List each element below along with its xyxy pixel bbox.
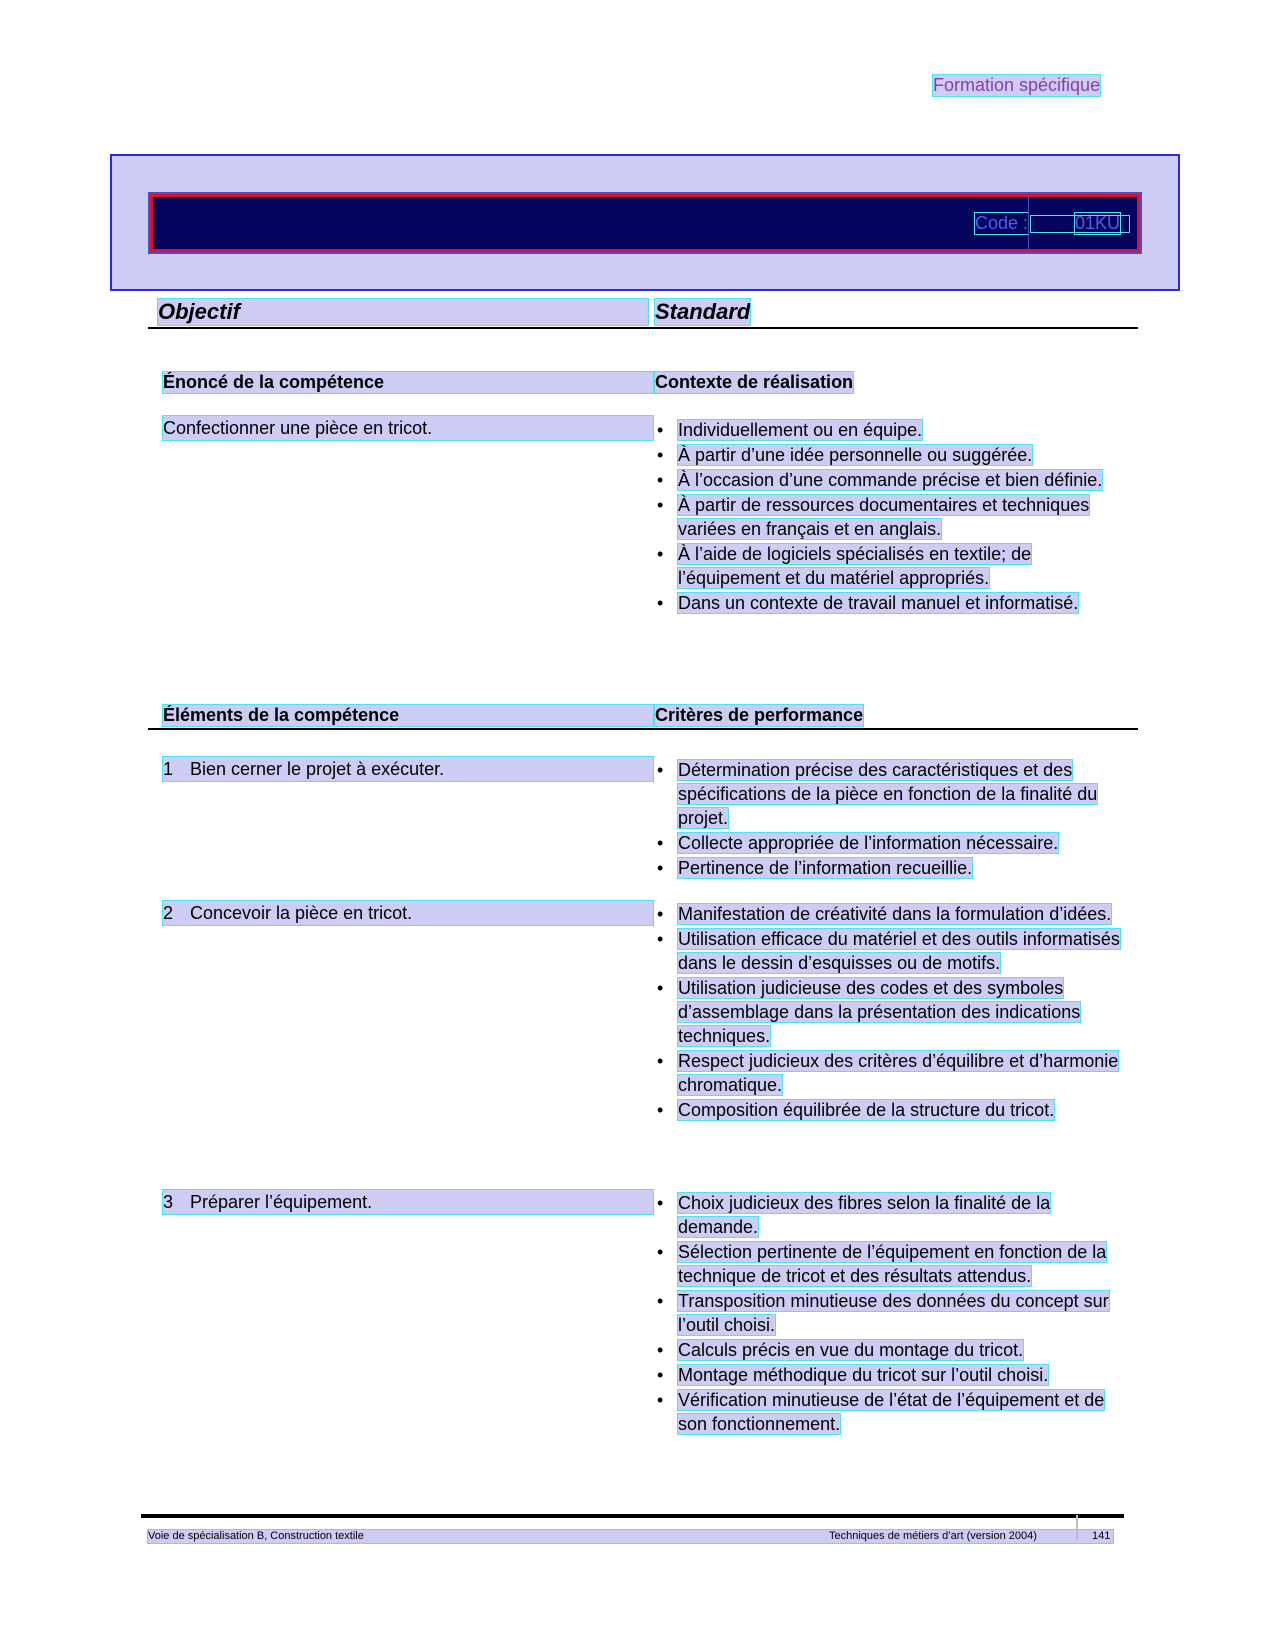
- criteria-item: [655, 831, 1125, 855]
- bullet-icon: •: [657, 1051, 664, 1071]
- bullet-icon: •: [657, 833, 664, 853]
- criteria-item: [655, 443, 1125, 467]
- page-number: 141: [1092, 1530, 1111, 1542]
- bullet-icon: •: [657, 978, 664, 998]
- criteria-list: [655, 1191, 1125, 1437]
- criteria-text: Montage méthodique du tricot sur l’outil choisi.: [678, 1365, 1049, 1385]
- bullet-icon: •: [657, 1242, 664, 1262]
- criteria-item: [655, 1049, 1125, 1097]
- criteria-text: Collecte appropriée de l’information nécessaire.: [678, 833, 1059, 853]
- criteria-text: Choix judicieux des fibres selon la finalité de la demande.: [678, 1193, 1051, 1237]
- criteria-text: Sélection pertinente de l’équipement en fonction de la technique de tricot et des résultats attendus.: [678, 1242, 1107, 1286]
- footer-left-text: Voie de spécialisation B, Construction textile: [148, 1530, 364, 1542]
- heading-rule: [148, 327, 1138, 329]
- criteria-item: [655, 1289, 1125, 1337]
- criteria-item: [655, 758, 1125, 830]
- bullet-icon: •: [657, 420, 664, 440]
- criteria-text: À partir de ressources documentaires et techniques variées en français et en anglais.: [678, 495, 1090, 539]
- criteria-text: Transposition minutieuse des données du concept sur l’outil choisi.: [678, 1291, 1109, 1335]
- standard-heading: Standard: [655, 299, 751, 324]
- bullet-icon: •: [657, 593, 664, 613]
- bullet-icon: •: [657, 1193, 664, 1213]
- criteria-item: [655, 927, 1125, 975]
- bullet-icon: •: [657, 1100, 664, 1120]
- bullet-icon: •: [657, 495, 664, 515]
- bullet-icon: •: [657, 858, 664, 878]
- criteria-text: À l’occasion d’une commande précise et bien définie.: [678, 470, 1103, 490]
- criteria-text: Manifestation de créativité dans la formulation d’idées.: [678, 904, 1112, 924]
- criteria-item: [655, 856, 1125, 880]
- criteria-item: [655, 1191, 1125, 1239]
- criteria-text: Individuellement ou en équipe.: [678, 420, 923, 440]
- criteria-text: Calculs précis en vue du montage du tricot.: [678, 1340, 1024, 1360]
- criteria-text: Vérification minutieuse de l’état de l’équipement et de son fonctionnement.: [678, 1390, 1105, 1434]
- criteria-text: Pertinence de l’information recueillie.: [678, 858, 973, 878]
- element-row: [163, 757, 653, 781]
- element-text: Concevoir la pièce en tricot.: [190, 903, 413, 923]
- code-separator: [1028, 196, 1029, 250]
- criteria-heading: Critères de performance: [655, 705, 864, 725]
- objective-heading: Objectif: [158, 299, 648, 325]
- criteria-text: Composition équilibrée de la structure du tricot.: [678, 1100, 1055, 1120]
- section-label: Formation spécifique: [933, 75, 1101, 95]
- elements-rule: [148, 728, 1138, 730]
- bullet-icon: •: [657, 929, 664, 949]
- criteria-item: [655, 1388, 1125, 1436]
- bullet-icon: •: [657, 470, 664, 490]
- criteria-item: [655, 591, 1125, 615]
- footer-separator: [1076, 1515, 1078, 1541]
- element-text: Bien cerner le projet à exécuter.: [190, 759, 445, 779]
- element-number: 3: [163, 1192, 174, 1212]
- bullet-icon: •: [657, 904, 664, 924]
- criteria-text: Utilisation judicieuse des codes et des symboles d’assemblage dans la présentation des indications techniques.: [678, 978, 1081, 1046]
- bullet-icon: •: [657, 760, 664, 780]
- element-number: 2: [163, 903, 174, 923]
- criteria-item: [655, 542, 1125, 590]
- element-number: 1: [163, 759, 174, 779]
- context-list: [655, 418, 1125, 616]
- element-text: Préparer l’équipement.: [190, 1192, 373, 1212]
- criteria-item: [655, 468, 1125, 492]
- criteria-item: [655, 976, 1125, 1048]
- criteria-text: À l’aide de logiciels spécialisés en textile; de l’équipement et du matériel appropriés.: [678, 544, 1032, 588]
- criteria-item: [655, 1363, 1125, 1387]
- criteria-text: Dans un contexte de travail manuel et informatisé.: [678, 593, 1079, 613]
- criteria-item: [655, 1240, 1125, 1288]
- criteria-item: [655, 493, 1125, 541]
- criteria-item: [655, 1098, 1125, 1122]
- bullet-icon: •: [657, 1390, 664, 1410]
- footer-rule: [141, 1514, 1124, 1518]
- criteria-item: [655, 418, 1125, 442]
- criteria-list: [655, 758, 1125, 881]
- competence-statement: Confectionner une pièce en tricot.: [163, 416, 653, 440]
- criteria-text: À partir d’une idée personnelle ou suggérée.: [678, 445, 1033, 465]
- bullet-icon: •: [657, 1340, 664, 1360]
- code-value: 01KU: [1075, 213, 1121, 233]
- context-heading: Contexte de réalisation: [655, 372, 854, 392]
- criteria-item: [655, 902, 1125, 926]
- statement-heading: Énoncé de la compétence: [163, 372, 653, 393]
- bullet-icon: •: [657, 445, 664, 465]
- elements-heading: Éléments de la compétence: [163, 705, 653, 726]
- criteria-text: Détermination précise des caractéristiques et des spécifications de la pièce en fonction de la finalité du projet.: [678, 760, 1098, 828]
- criteria-item: [655, 1338, 1125, 1362]
- element-row: [163, 901, 653, 925]
- criteria-text: Respect judicieux des critères d’équilibre et d’harmonie chromatique.: [678, 1051, 1119, 1095]
- criteria-text: Utilisation efficace du matériel et des outils informatisés dans le dessin d’esquisses ou de motifs.: [678, 929, 1120, 973]
- bullet-icon: •: [657, 544, 664, 564]
- code-label: Code :: [975, 213, 1029, 233]
- criteria-list: [655, 902, 1125, 1123]
- footer-right-text: Techniques de métiers d’art (version 2004): [829, 1530, 1037, 1542]
- element-row: [163, 1190, 653, 1214]
- bullet-icon: •: [657, 1291, 664, 1311]
- bullet-icon: •: [657, 1365, 664, 1385]
